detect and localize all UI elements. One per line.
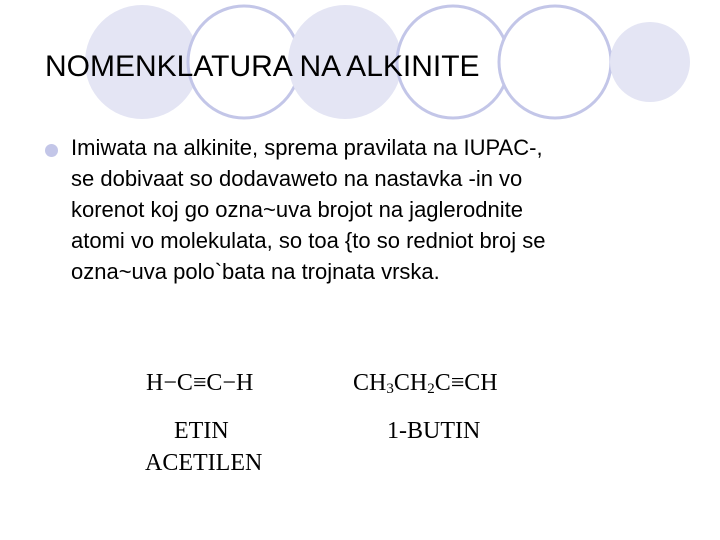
- formula-part: C≡CH: [434, 370, 498, 396]
- ethyne-formula: H−C≡C−H: [146, 370, 254, 396]
- ethyne-name: ETIN: [174, 418, 229, 444]
- butyne-formula: [353, 370, 498, 398]
- formula-part: CH: [353, 370, 387, 396]
- bullet-text-line: korenot koj go ozna~uva brojot na jaglerodnite: [71, 197, 523, 222]
- bullet-text-line: ozna~uva polo`bata na trojnata vrska.: [71, 259, 440, 284]
- formula-subscript: 2: [427, 381, 435, 397]
- formula-part: CH: [393, 370, 428, 396]
- decor-circle: [610, 22, 690, 102]
- bullet-dot-icon: [45, 144, 58, 157]
- bullet-text-line: atomi vo molekulata, so toa {to so redniot broj se: [71, 228, 546, 253]
- slide-title: NOMENKLATURA NA ALKINITE: [45, 50, 480, 83]
- bullet-text-line: se dobivaat so dodavaweto na nastavka -in vo: [71, 166, 523, 191]
- ethyne-alt-name: ACETILEN: [145, 450, 263, 476]
- decor-circle: [499, 6, 611, 118]
- formula-subscript: 3: [386, 381, 394, 397]
- bullet-text-line: Imiwata na alkinite, sprema pravilata na IUPAC-,: [71, 135, 543, 160]
- butyne-name: 1-BUTIN: [387, 418, 481, 444]
